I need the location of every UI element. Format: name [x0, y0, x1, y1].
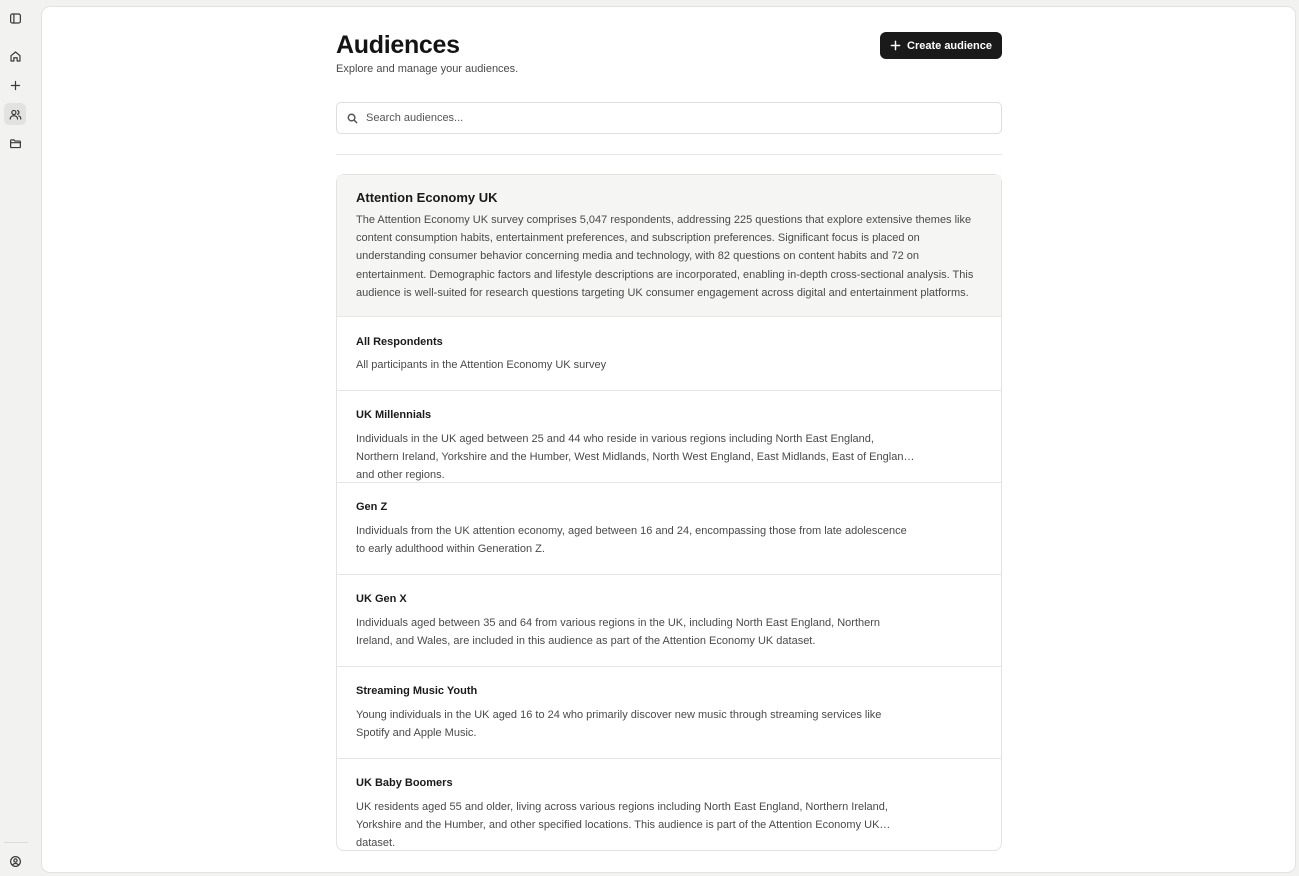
- audience-description: All participants in the Attention Economy UK survey: [356, 359, 607, 372]
- audience-title: Gen Z: [356, 501, 388, 514]
- plus-icon: [890, 40, 901, 51]
- featured-audience-description: The Attention Economy UK survey comprises 5,047 respondents, addressing 225 questions that explore extensive themes like content consumption habits, entertainment preferences, and subscription preferences. Significant focus is placed on understanding consumer behavior concerning media and technology, with 82 questions on content habits and 72 on entertainment. Demographic factors and lifestyle descriptions are incorporated, enabling in-depth cross-sectional analysis. This audience is well-suited for research questions targeting UK consumer engagement across digital and entertainment platforms.: [356, 214, 974, 299]
- search-input[interactable]: [366, 112, 986, 124]
- folder-icon: [9, 137, 22, 150]
- audience-list-item[interactable]: [337, 759, 1001, 850]
- sidebar-item-audiences[interactable]: [4, 103, 26, 125]
- audience-title: UK Gen X: [356, 593, 407, 606]
- audience-list-item[interactable]: [337, 667, 1001, 759]
- sidebar-divider: [4, 842, 28, 843]
- search-box[interactable]: [336, 102, 1002, 134]
- sidebar-toggle-button[interactable]: [4, 7, 26, 29]
- audience-list-item[interactable]: [337, 575, 1001, 667]
- audience-list: [336, 174, 1002, 851]
- main-panel: [41, 6, 1296, 873]
- audience-title: Streaming Music Youth: [356, 685, 478, 698]
- audience-list-item[interactable]: [337, 317, 1001, 391]
- audience-title: All Respondents: [356, 336, 443, 349]
- divider: [336, 154, 1002, 155]
- featured-audience-card[interactable]: [337, 175, 1001, 317]
- sidebar-item-home[interactable]: [4, 45, 26, 67]
- audience-description: Individuals in the UK aged between 25 and 44 who reside in various regions including North East England, Northern Ireland, Yorkshire and the Humber, West Midlands, North West England, East Midlands, East of England, and other regions.: [356, 433, 913, 482]
- home-icon: [9, 50, 22, 63]
- audience-description: Individuals aged between 35 and 64 from various regions in the UK, including North East England, Northern Ireland, and Wales, are included in this audience as part of the Attention Economy UK dataset.: [356, 617, 881, 648]
- sidebar-rail: [0, 0, 31, 876]
- audience-description: Young individuals in the UK aged 16 to 24 who primarily discover new music through streaming services like Spotify and Apple Music.: [356, 709, 882, 740]
- audience-title: UK Millennials: [356, 409, 432, 422]
- featured-audience-title: Attention Economy UK: [356, 190, 498, 205]
- audience-list-item[interactable]: [337, 391, 1001, 483]
- user-circle-icon: [9, 855, 22, 868]
- page-title: Audiences: [336, 31, 460, 59]
- panel-left-icon: [9, 12, 22, 25]
- users-icon: [9, 108, 22, 121]
- create-audience-button[interactable]: [880, 32, 1002, 59]
- audience-title: UK Baby Boomers: [356, 777, 453, 790]
- create-audience-label: Create audience: [907, 39, 992, 52]
- sidebar-item-new[interactable]: [4, 74, 26, 96]
- audience-description: UK residents aged 55 and older, living across various regions including North East England, Northern Ireland, Yorkshire and the Humber, and other specified locations. This audience is part of the Attention Economy UK dataset.: [356, 801, 888, 850]
- account-button[interactable]: [4, 850, 26, 872]
- audience-description: Individuals from the UK attention economy, aged between 16 and 24, encompassing those from late adolescence to early adulthood within Generation Z.: [356, 525, 907, 556]
- sidebar-item-projects[interactable]: [4, 132, 26, 154]
- audience-list-item[interactable]: [337, 483, 1001, 575]
- page-subtitle: Explore and manage your audiences.: [336, 63, 519, 75]
- plus-icon: [9, 79, 22, 92]
- search-icon: [347, 113, 358, 124]
